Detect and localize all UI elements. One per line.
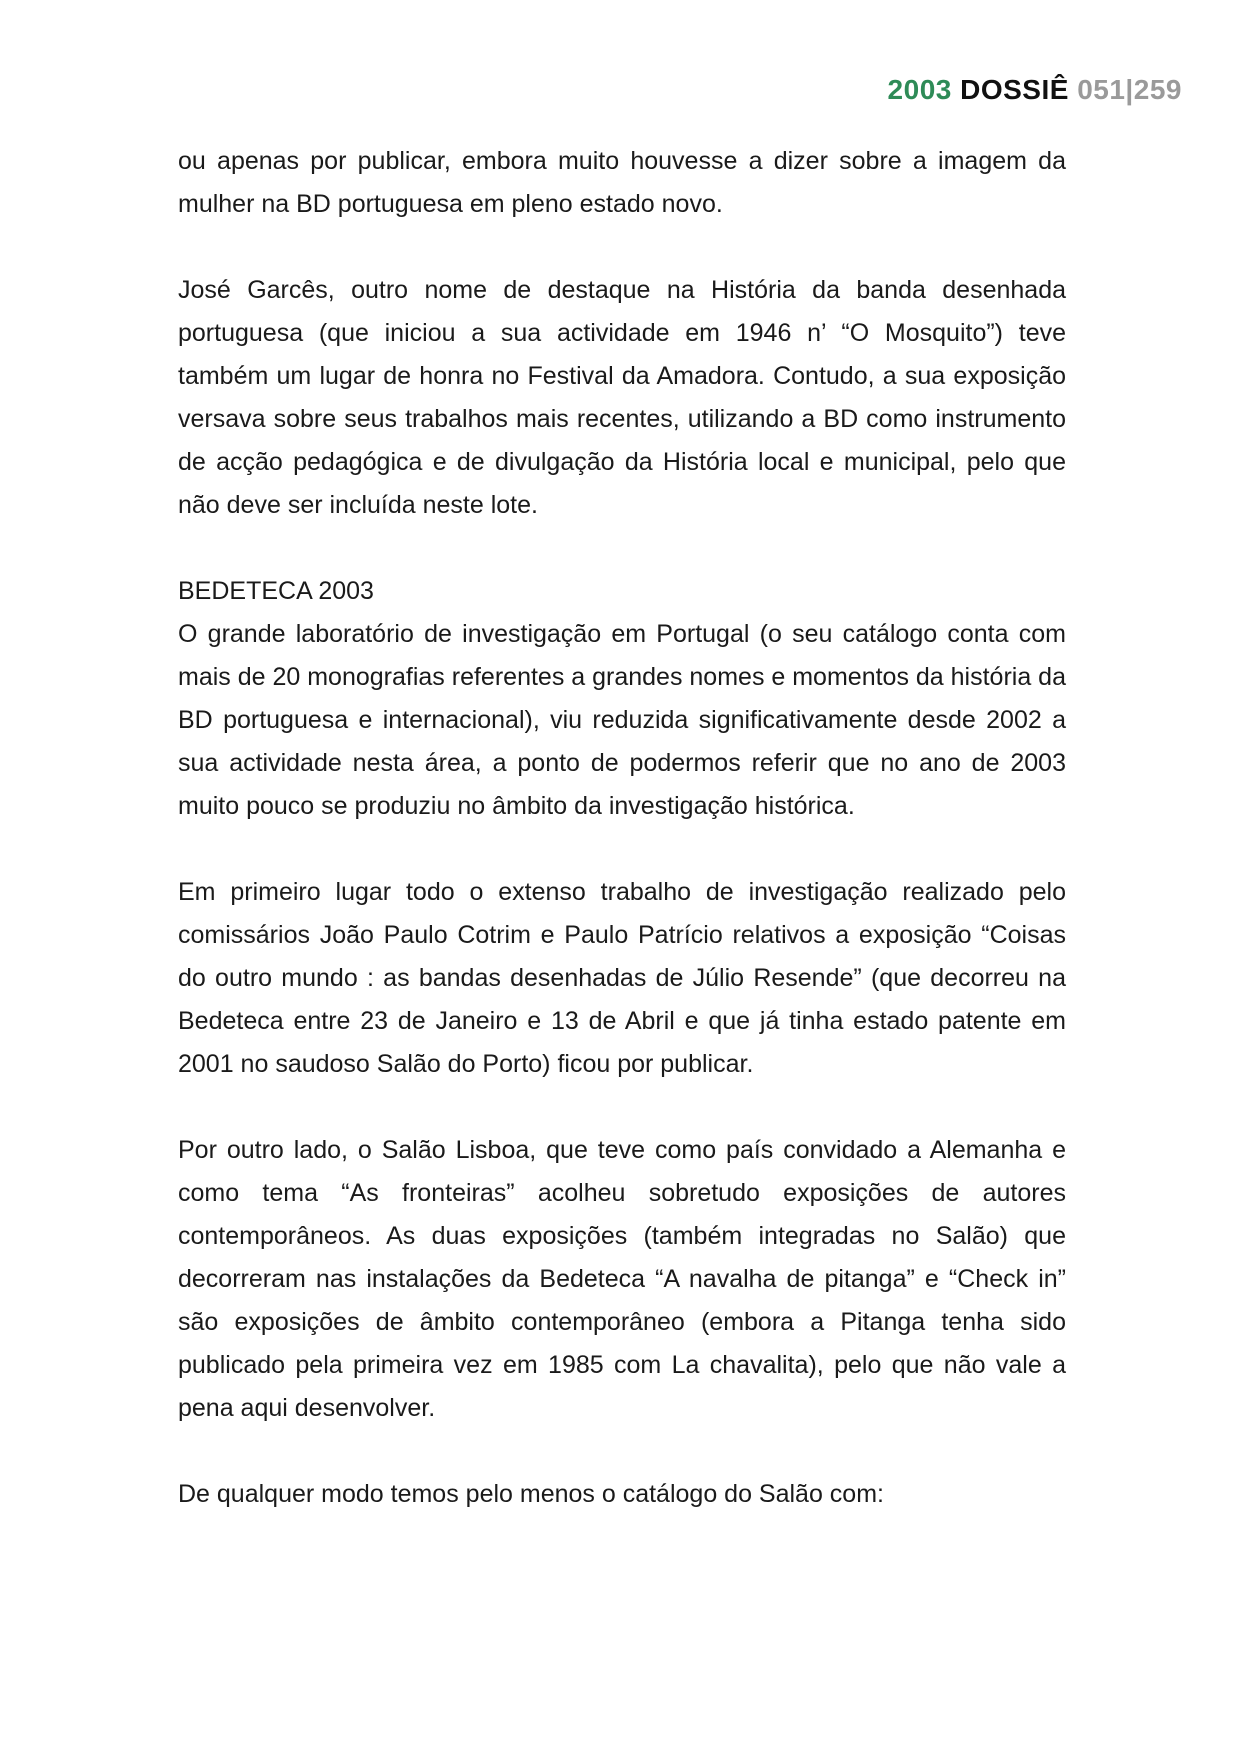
paragraph: ou apenas por publicar, embora muito houvesse a dizer sobre a imagem da mulher na BD portuguesa em pleno estado novo. (178, 147, 1066, 218)
document-body (178, 140, 1066, 1559)
paragraph: José Garcês, outro nome de destaque na História da banda desenhada portuguesa (que iniciou a sua actividade em 1946 n’ “O Mosquito”) teve também um lugar de honra no Festival da Amadora. Contudo, a sua exposição versava sobre seus trabalhos mais recentes, utilizando a BD como instrumento de acção pedagógica e de divulgação da História local e municipal, pelo que não deve ser incluída neste lote. (178, 276, 1066, 519)
paragraph: Por outro lado, o Salão Lisboa, que teve como país convidado a Alemanha e como tema “As fronteiras” acolheu sobretudo exposições de autores contemporâneos. As duas exposições (também integradas no Salão) que decorreram nas instalações da Bedeteca “A navalha de pitanga” e “Check in” são exposições de âmbito contemporâneo (embora a Pitanga tenha sido publicado pela primeira vez em 1985 com La chavalita), pelo que não vale a pena aqui desenvolver. (178, 1136, 1066, 1422)
paragraph: Em primeiro lugar todo o extenso trabalho de investigação realizado pelo comissários João Paulo Cotrim e Paulo Patrício relativos a exposição “Coisas do outro mundo : as bandas desenhadas de Júlio Resende” (que decorreu na Bedeteca entre 23 de Janeiro e 13 de Abril e que já tinha estado patente em 2001 no saudoso Salão do Porto) ficou por publicar. (178, 878, 1066, 1078)
paragraph: O grande laboratório de investigação em Portugal (o seu catálogo conta com mais de 20 monografias referentes a grandes nomes e momentos da história da BD portuguesa e internacional), viu reduzida significativamente desde 2002 a sua actividade nesta área, a ponto de podermos referir que no ano de 2003 muito pouco se produziu no âmbito da investigação histórica. (178, 620, 1066, 820)
section-title: BEDETECA 2003 (178, 577, 374, 605)
page-header (888, 74, 1182, 106)
header-page-number: 051|259 (1077, 74, 1182, 105)
header-year: 2003 (887, 74, 952, 105)
header-title: DOSSIÊ (960, 74, 1069, 105)
paragraph: De qualquer modo temos pelo menos o catálogo do Salão com: (178, 1480, 884, 1508)
